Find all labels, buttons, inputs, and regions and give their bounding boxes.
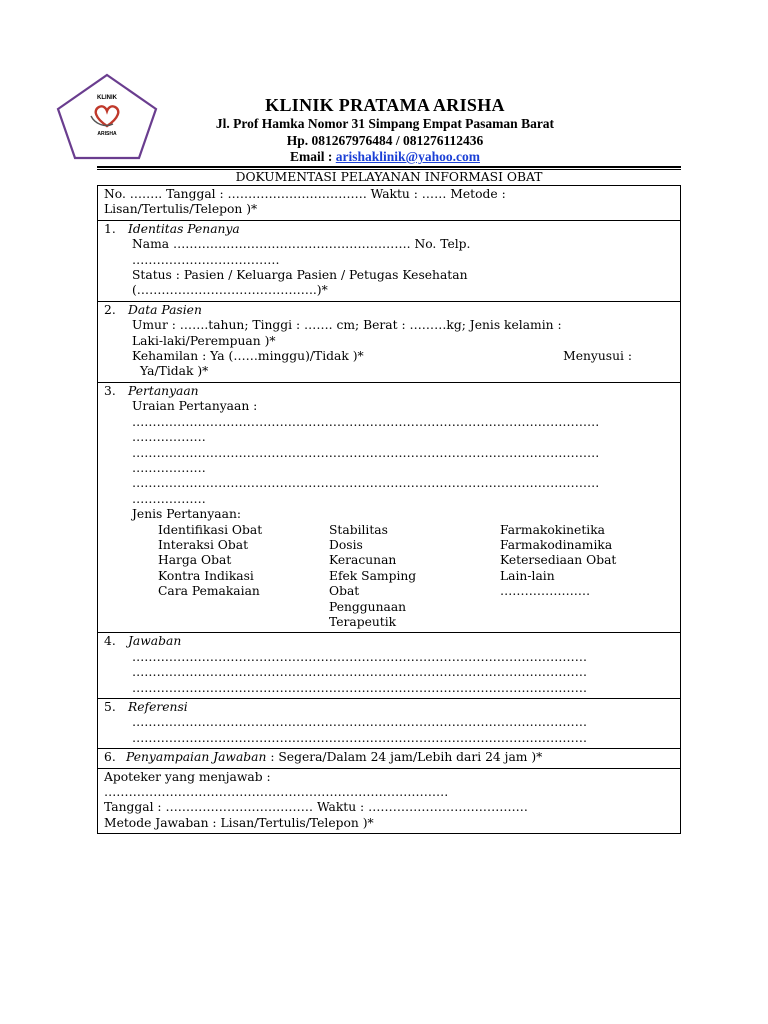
section-heading [104,750,266,764]
section-title: Identitas Penanya [128,221,240,236]
question-type-column-1 [158,523,329,631]
jawaban-line[interactable]: ………………………………………………………………………………………………… [132,665,587,680]
menyusui-field[interactable]: Ya/Tidak )* [140,364,209,379]
section-title: Pertanyaan [128,383,199,398]
referensi-line[interactable]: ………………………………………………………………………………………………… [132,715,587,730]
question-type-option[interactable]: Farmakokinetika [500,522,605,537]
clinic-phone: Hp. 081267976484 / 081276112436 [286,133,484,148]
clinic-email [150,149,620,165]
logo-pentagon-icon [55,72,159,162]
section-heading [104,303,672,318]
apoteker-field[interactable]: ………………………………………………………………………… [104,785,449,800]
section-number: 5. [104,700,116,714]
clinic-logo [55,72,159,162]
penyampaian-options: : Segera/Dalam 24 jam/Lebih dari 24 jam )* [266,750,543,765]
section-apoteker [98,769,680,834]
section-title: Jawaban [128,634,182,649]
uraian-line-cont[interactable]: ……………… [132,491,206,506]
section-title: Referensi [128,700,188,714]
patient-metrics-field[interactable]: Umur : …….tahun; Tinggi : ……. cm; Berat : ………kg; Jenis kelamin : [132,318,562,333]
question-type-option[interactable]: Interaksi Obat [158,537,249,552]
gender-field[interactable]: Laki-laki/Perempuan )* [132,333,276,348]
request-info-section [98,186,680,221]
uraian-line[interactable]: …………………………………………………………………………………………………… [132,445,600,460]
header-rule [97,166,681,168]
section-number: 2. [104,302,116,317]
question-type-option[interactable]: Lain-lain [500,568,555,583]
question-type-option[interactable]: Farmakodinamika [500,537,613,552]
answer-method-field[interactable]: Metode Jawaban : Lisan/Tertulis/Telepon )* [104,815,374,830]
question-type-option[interactable]: Harga Obat [158,553,232,568]
clinic-address: Jl. Prof Hamka Nomor 31 Simpang Empat Pasaman Barat [215,116,555,131]
question-type-option[interactable]: Obat [329,584,360,599]
logo-bottom-text: ARISHA [97,131,117,137]
nama-field[interactable]: Nama …………………………………………………. No. Telp. [132,237,471,252]
menyusui-label: Menyusui : [563,349,632,364]
question-type-option[interactable]: Efek Samping [329,568,417,583]
clinic-name: KLINIK PRATAMA ARISHA [265,95,505,115]
section-number: 6. [104,750,116,765]
question-type-grid [104,523,672,631]
question-type-column-2 [329,523,500,631]
status-field[interactable]: Status : Pasien / Keluarga Pasien / Petugas Kesehatan [132,268,468,283]
email-label: Email : [290,149,336,164]
uraian-line[interactable]: …………………………………………………………………………………………………… [132,414,600,429]
uraian-label: Uraian Pertanyaan : [132,399,258,414]
form-title: DOKUMENTASI PELAYANAN INFORMASI OBAT [235,170,543,184]
section-penyampaian-jawaban [98,749,680,768]
uraian-line[interactable]: …………………………………………………………………………………………………… [132,476,600,491]
telp-field[interactable]: ……………………………… [132,252,280,267]
section-title: Penyampaian Jawaban [126,750,267,765]
section-data-pasien [98,302,680,383]
section-heading [104,222,672,237]
logo-top-text: KLINIK [97,95,117,101]
question-type-option[interactable]: Dosis [329,537,363,552]
jawaban-line[interactable]: ………………………………………………………………………………………………… [132,680,587,695]
jawaban-line[interactable]: ………………………………………………………………………………………………… [132,649,587,664]
request-method-line: Lisan/Tertulis/Telepon )* [104,202,258,217]
question-type-option[interactable]: Penggunaan [329,599,407,614]
section-identitas-penanya [98,221,680,302]
request-info-line: No. …….. Tanggal : ……………………………. Waktu : …… Metode : [104,187,506,201]
email-link[interactable]: arishaklinik@yahoo.com [335,149,480,164]
answer-date-time-field[interactable]: Tanggal : ……………………………… Waktu : ………………………………… [104,800,528,815]
question-type-option[interactable]: Terapeutik [329,614,397,629]
section-heading [104,384,672,399]
question-type-other-field[interactable]: …………………. [500,584,590,599]
status-other-field[interactable]: (……………………………………..)* [132,283,328,298]
referensi-line[interactable]: ………………………………………………………………………………………………… [132,730,587,745]
form-table [97,185,681,834]
section-number: 1. [104,221,116,236]
question-type-option[interactable]: Identifikasi Obat [158,522,263,537]
pregnancy-row [104,349,672,364]
uraian-line-cont[interactable]: ……………… [132,460,206,475]
question-type-option[interactable]: Stabilitas [329,522,388,537]
kehamilan-field[interactable]: Kehamilan : Ya (……minggu)/Tidak )* [132,349,364,364]
question-type-option[interactable]: Ketersediaan Obat [500,553,617,568]
section-heading [104,700,672,715]
apoteker-label: Apoteker yang menjawab : [104,769,271,784]
section-jawaban [98,633,680,699]
section-heading [104,634,672,649]
section-number: 3. [104,383,116,398]
question-type-column-3 [500,523,680,631]
jenis-label: Jenis Pertanyaan: [132,507,242,522]
section-referensi [98,699,680,749]
section-title: Data Pasien [128,302,202,317]
penyampaian-row[interactable] [104,750,672,765]
section-pertanyaan [98,383,680,634]
question-type-option[interactable]: Kontra Indikasi [158,568,254,583]
uraian-line-cont[interactable]: ……………… [132,430,206,445]
section-number: 4. [104,634,116,649]
question-type-option[interactable]: Cara Pemakaian [158,584,260,599]
question-type-option[interactable]: Keracunan [329,553,397,568]
